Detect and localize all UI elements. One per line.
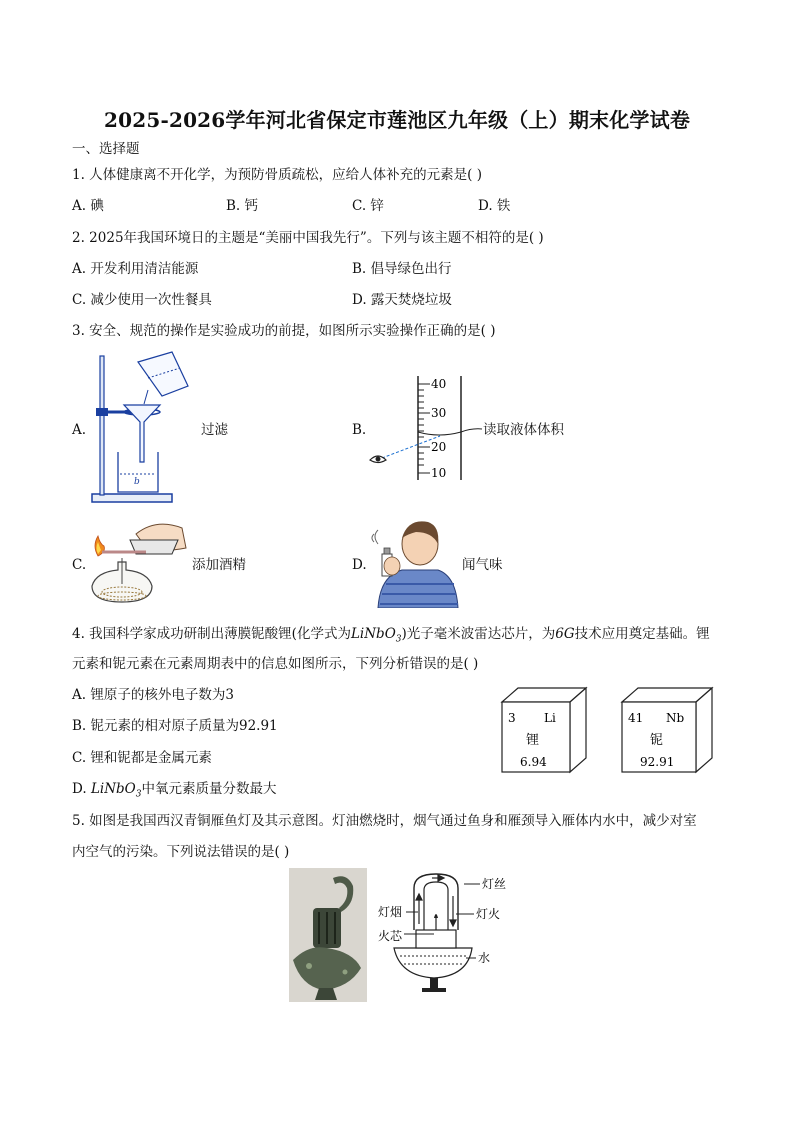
lithium-mass: 6.94: [520, 755, 547, 769]
question-2-option-a[interactable]: A. 开发利用清洁能源: [72, 261, 199, 277]
question-1-option-b[interactable]: B. 钙: [226, 198, 259, 214]
question-4-stem-part-3: 技术应用奠定基础。锂: [574, 626, 710, 642]
question-5-stem-line-2: 内空气的污染。下列说法错误的是( ): [72, 844, 290, 860]
question-1-option-d[interactable]: D. 铁: [478, 198, 511, 214]
question-4-option-d[interactable]: [72, 780, 276, 804]
formula-linbo3-d: [90, 781, 142, 800]
label-lamp-fire: 灯火: [476, 907, 501, 921]
smelling-student-illustration: [368, 514, 460, 608]
element-card-lithium: [502, 688, 586, 772]
question-3-option-b-letter[interactable]: B.: [352, 422, 367, 438]
niobium-name: 铌: [650, 733, 664, 748]
niobium-symbol: Nb: [666, 711, 685, 725]
question-4-option-c[interactable]: C. 锂和铌都是金属元素: [72, 750, 212, 766]
graduated-cylinder-illustration: [364, 372, 484, 484]
exam-title: 2025-2026学年河北省保定市莲池区九年级（上）期末化学试卷: [103, 108, 691, 132]
formula-linbo3: [350, 626, 402, 645]
cylinder-tick-30: 30: [431, 406, 447, 420]
label-lamp-wick-cover: 灯丝: [482, 877, 507, 891]
goose-fish-lamp-schematic: [376, 868, 516, 1000]
question-4-stem-part-1: 4. 我国科学家成功研制出薄膜铌酸锂(化学式为: [72, 626, 351, 642]
formula-subscript-d: 3: [135, 789, 142, 800]
cylinder-tick-10: 10: [431, 466, 447, 480]
question-3-option-d-caption: 闻气味: [462, 557, 503, 573]
question-4-stem-part-2: )光子毫米波雷达芯片，为: [401, 626, 556, 642]
question-2-option-b[interactable]: B. 倡导绿色出行: [352, 261, 452, 277]
label-fire-core: 火芯: [378, 929, 403, 943]
question-5-stem-line-1: 5. 如图是我国西汉青铜雁鱼灯及其示意图。灯油燃烧时，烟气通过鱼身和雁颈导入雁体内水中，减少对室: [72, 813, 697, 829]
option-d-prefix: D.: [72, 781, 91, 797]
cylinder-tick-20: 20: [431, 440, 447, 454]
question-4-stem-line-2: 元素和铌元素在元素周期表中的信息如图所示，下列分析错误的是( ): [72, 656, 479, 672]
alcohol-lamp-illustration: [86, 514, 190, 606]
lithium-name: 锂: [526, 733, 540, 748]
question-4-option-b[interactable]: B. 铌元素的相对原子质量为92.91: [72, 718, 278, 734]
formula-subscript: 3: [395, 634, 402, 645]
element-cards-illustration: [500, 686, 716, 776]
niobium-mass: 92.91: [640, 755, 675, 769]
question-3-option-d-letter[interactable]: D.: [352, 557, 367, 573]
question-2-option-c[interactable]: C. 减少使用一次性餐具: [72, 292, 212, 308]
lithium-atomic-number: 3: [508, 711, 516, 725]
question-2-stem: 2. 2025年我国环境日的主题是“美丽中国我先行”。下列与该主题不相符的是( ): [72, 230, 544, 246]
label-water: 水: [478, 951, 491, 965]
question-2-option-d[interactable]: D. 露天焚烧垃圾: [352, 292, 452, 308]
question-3-option-a-letter[interactable]: A.: [72, 422, 87, 438]
label-lamp-smoke: 灯烟: [378, 905, 403, 919]
question-3-option-c-letter[interactable]: C.: [72, 557, 87, 573]
filtration-apparatus-illustration: [88, 350, 198, 506]
formula-text: LiNbO: [350, 626, 396, 642]
section-heading: 一、选择题: [72, 141, 140, 157]
svg-text:b: b: [134, 477, 140, 487]
six-g-term: 6G: [555, 626, 575, 642]
question-1-option-c[interactable]: C. 锌: [352, 198, 384, 214]
question-1-stem: 1. 人体健康离不开化学，为预防骨质疏松，应给人体补充的元素是( ): [72, 167, 482, 183]
question-3-option-c-caption: 添加酒精: [192, 557, 246, 573]
bronze-goose-fish-lamp-photo: [289, 868, 367, 1002]
question-1-option-a[interactable]: A. 碘: [72, 198, 104, 214]
question-4-stem-line-1: [72, 625, 710, 649]
lithium-symbol: Li: [544, 711, 556, 725]
question-4-option-a[interactable]: A. 锂原子的核外电子数为3: [72, 687, 234, 703]
element-card-niobium: [622, 688, 712, 772]
cylinder-tick-40: 40: [431, 377, 447, 391]
option-d-suffix: 中氧元素质量分数最大: [141, 781, 277, 797]
question-3-option-b-caption: 读取液体体积: [483, 422, 564, 438]
formula-text-d: LiNbO: [90, 781, 136, 797]
niobium-atomic-number: 41: [628, 711, 644, 725]
question-3-option-a-caption: 过滤: [201, 422, 228, 438]
question-3-stem: 3. 安全、规范的操作是实验成功的前提，如图所示实验操作正确的是( ): [72, 323, 496, 339]
